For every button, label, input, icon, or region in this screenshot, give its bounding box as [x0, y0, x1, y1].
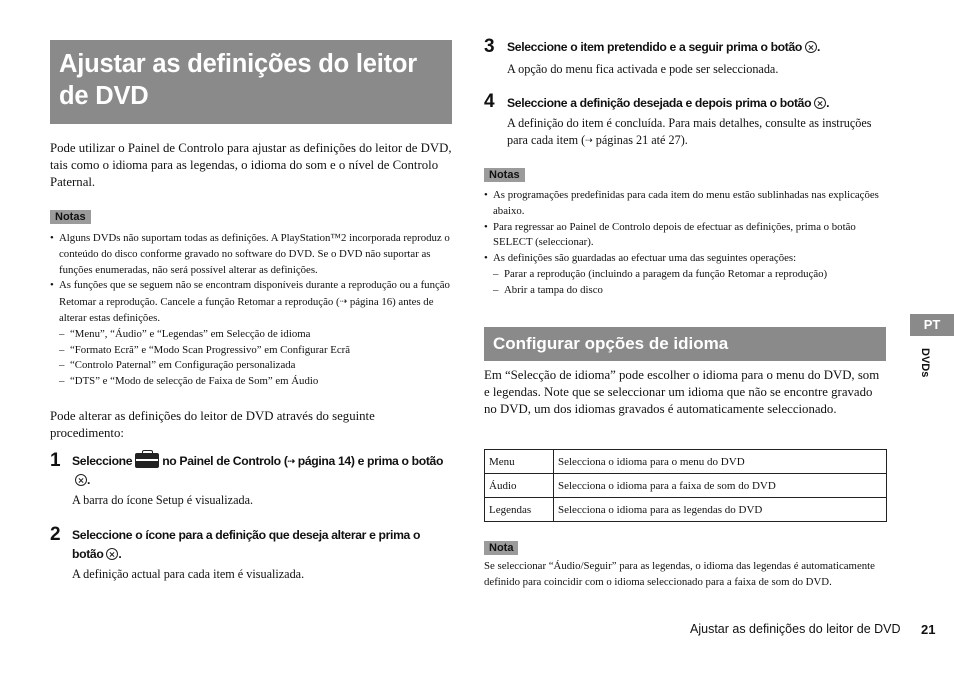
note-item: [50, 278, 452, 326]
note-dash-item: – “Formato Ecrã” e “Modo Scan Progressivo” em Configurar Ecrã: [50, 343, 452, 359]
language-tab: PT: [910, 314, 954, 336]
step-text: no Painel de Controlo (: [162, 454, 288, 468]
table-cell-item: Áudio: [485, 474, 554, 498]
step-text: .: [826, 96, 830, 110]
note-item: • Para regressar ao Painel de Controlo depois de efectuar as definições, prima o botão SELECT (seleccionar).: [484, 220, 886, 252]
note-dash-item: – “DTS” e “Modo de selecção de Faixa de Som” em Áudio: [50, 374, 452, 390]
step-text: .: [118, 547, 122, 561]
note-dash-item: – “Menu”, “Áudio” e “Legendas” em Selecção de idioma: [50, 327, 452, 343]
page-title-box: [50, 40, 452, 124]
step-text: páginas 21 até 27).: [592, 133, 688, 147]
cross-button-icon: [75, 474, 87, 486]
page-number: 21: [921, 622, 936, 637]
page-ref-arrow-icon: ⇢: [585, 135, 593, 145]
page-title: Ajustar as definições do leitor de DVD: [59, 50, 417, 110]
step-1-description: A barra do ícone Setup é visualizada.: [72, 493, 254, 507]
table-cell-desc: Selecciona o idioma para a faixa de som do DVD: [554, 474, 887, 498]
step-3-description: A opção do menu fica activada e pode ser seleccionada.: [507, 62, 779, 76]
note-dash-item: – Parar a reprodução (incluindo a paragem da função Retomar a reprodução): [484, 267, 886, 283]
step-text: Seleccione o ícone para a definição que deseja alterar e prima o botão: [72, 528, 421, 561]
section-title-box: [484, 327, 886, 361]
step-number: 4: [484, 91, 495, 112]
notes-list-right: [484, 188, 886, 299]
footer-title: Ajustar as definições do leitor de DVD: [690, 622, 901, 636]
step-4-description: [507, 115, 887, 149]
notes-badge-right: Notas: [484, 168, 525, 182]
step-text: Seleccione o item pretendido e a seguir prima o botão: [507, 40, 803, 54]
step-2-description: A definição actual para cada item é visualizada.: [72, 567, 305, 581]
table-row: [485, 474, 887, 498]
note-item: • As programações predefinidas para cada item do menu estão sublinhadas nas explicações abaixo.: [484, 188, 886, 220]
step-text: página 14) e prima o botão: [294, 454, 444, 468]
table-cell-desc: Selecciona o idioma para o menu do DVD: [554, 450, 887, 474]
section-intro: Em “Selecção de idioma” pode escolher o idioma para o menu do DVD, som e legendas. Note que se seleccionar um idioma que não se encontre gravado no DVD, um dos idiomas gravados é automaticamente seleccionado.: [484, 368, 880, 416]
cross-button-icon: [814, 97, 826, 109]
procedure-intro: Pode alterar as definições do leitor de DVD através do seguinte procedimento:: [50, 409, 375, 440]
step-text: .: [87, 473, 91, 487]
step-text: A definição do item é concluída. Para mais detalhes, consulte as instruções para cada item (: [507, 116, 872, 147]
step-number: 1: [50, 450, 61, 471]
page-ref-arrow-icon: ⇢: [339, 296, 348, 307]
step-text: Seleccione: [72, 454, 133, 468]
setup-toolbox-icon: [135, 453, 159, 468]
step-2-heading: [72, 526, 454, 564]
chapter-side-label: [915, 348, 935, 388]
section-title: Configurar opções de idioma: [493, 334, 729, 353]
page-ref-arrow-icon: ⇢: [287, 456, 295, 466]
step-text: .: [817, 40, 821, 54]
note-dash-item: – “Controlo Paternal” em Configuração personalizada: [50, 358, 452, 374]
cross-button-icon: [106, 548, 118, 560]
note-text: As funções que se seguem não se encontram disponíveis durante a reprodução ou a função Retomar a reprodução. Cancele a função Retomar a reprodução (: [59, 279, 450, 309]
step-text: Seleccione a definição desejada e depois prima o botão: [507, 96, 812, 110]
step-number: 2: [50, 524, 61, 545]
table-row: [485, 498, 887, 522]
note-text: página 16) antes de alterar estas definições.: [59, 296, 434, 324]
note-item: • Alguns DVDs não suportam todas as definições. A PlayStation™2 incorporada reproduz o conteúdo do disco conforme gravado no software do DVD. Se o DVD não suportar as funções enumeradas, não será possível alterar as definições.: [50, 231, 452, 278]
table-cell-item: Menu: [485, 450, 554, 474]
note-item: • As definições são guardadas ao efectuar uma das seguintes operações:: [484, 251, 886, 267]
table-cell-desc: Selecciona o idioma para as legendas do DVD: [554, 498, 887, 522]
table-cell-item: Legendas: [485, 498, 554, 522]
chapter-label-text: DVDs: [919, 348, 931, 378]
step-1-heading: [72, 452, 454, 490]
table-row: [485, 450, 887, 474]
intro-paragraph: Pode utilizar o Painel de Controlo para ajustar as definições do leitor de DVD, tais como o idioma para as legendas, o idioma do som e o nível de Controlo Paternal.: [50, 141, 452, 189]
language-table: [484, 449, 887, 522]
note-dash-item: – Abrir a tampa do disco: [484, 283, 886, 299]
notes-list-left: [50, 231, 452, 390]
notes-badge-left: Notas: [50, 210, 91, 224]
step-3-heading: [507, 38, 907, 57]
note-text: Se seleccionar “Áudio/Seguir” para as legendas, o idioma das legendas é automaticamente definido para coincidir com o idioma seleccionado para a faixa de som do DVD.: [484, 560, 875, 588]
cross-button-icon: [805, 41, 817, 53]
step-number: 3: [484, 36, 495, 57]
note-badge: Nota: [484, 541, 518, 555]
step-4-heading: [507, 94, 907, 113]
